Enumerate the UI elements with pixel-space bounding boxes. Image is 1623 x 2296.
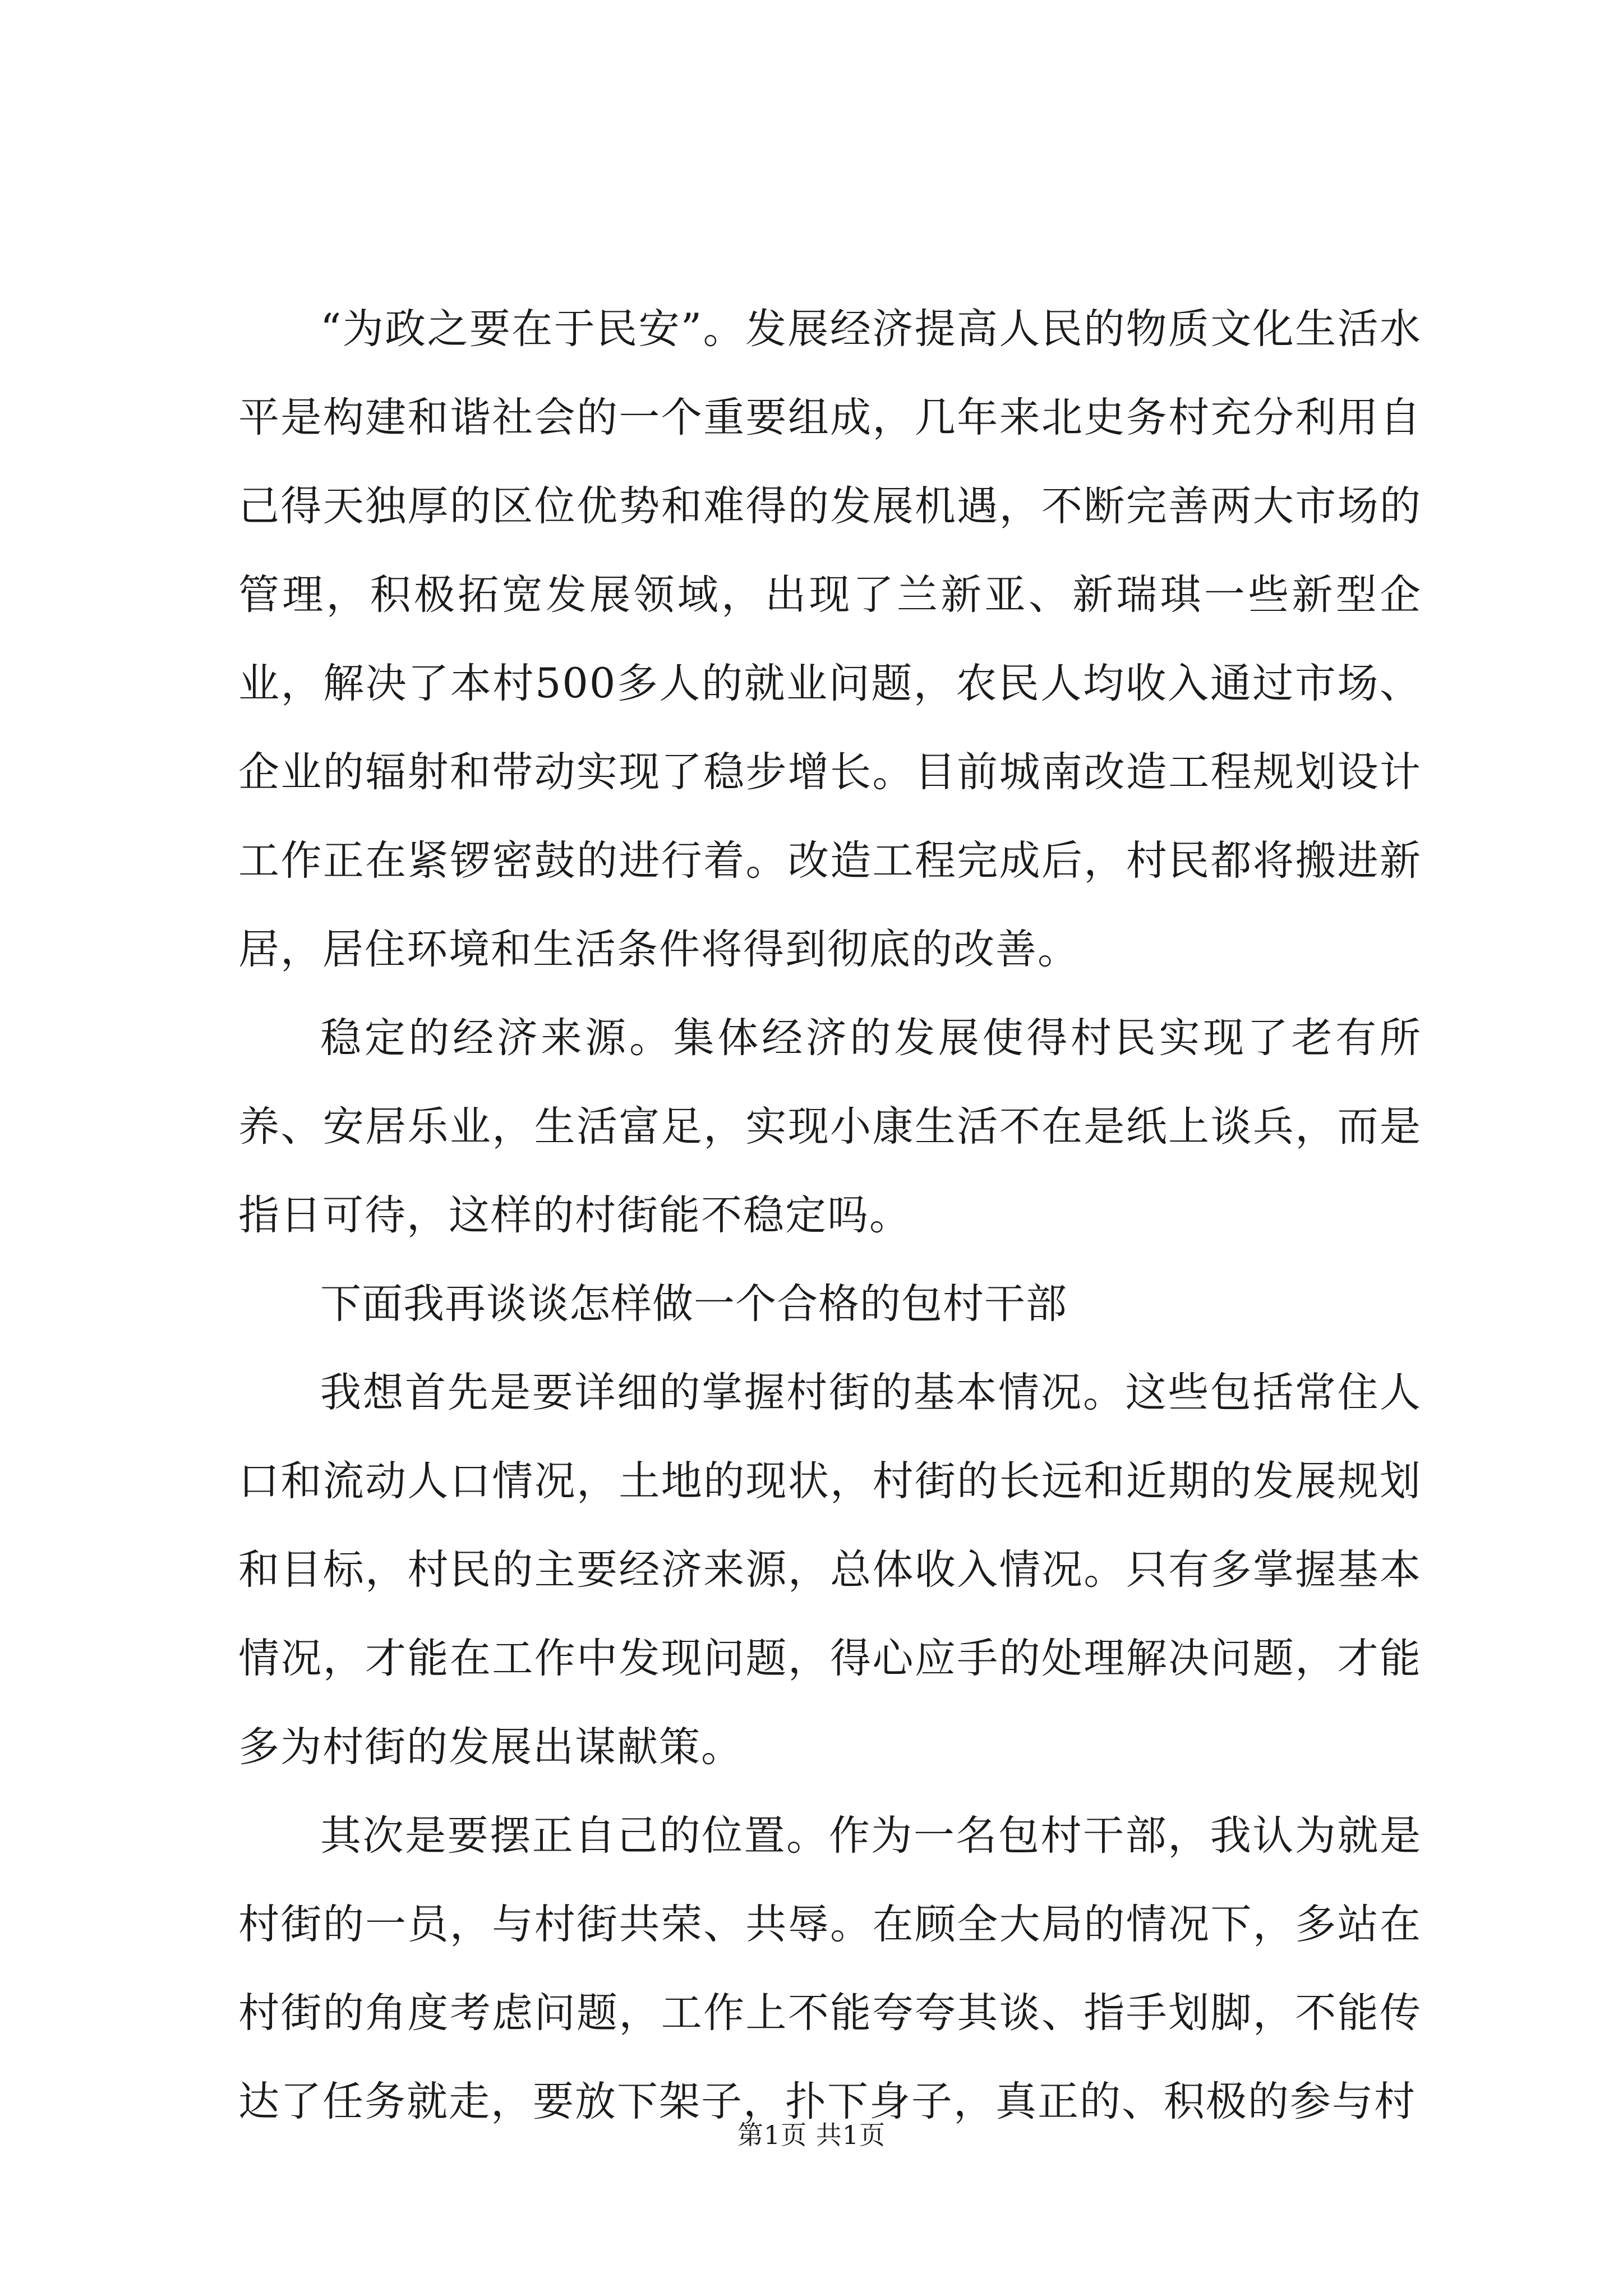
paragraph-2: 稳定的经济来源。集体经济的发展使得村民实现了老有所养、安居乐业，生活富足，实现小康生活不在是纸上谈兵，而是指日可待，这样的村街能不稳定吗。 [238,1014,1422,1239]
paragraph-4: 我想首先是要详细的掌握村街的基本情况。这些包括常住人口和流动人口情况，土地的现状，村街的长远和近期的发展规划和目标，村民的主要经济来源，总体收入情况。只有多掌握基本情况，才能在工作中发现问题，得心应手的处理解决问题，才能多为村街的发展出谋献策。 [238,1369,1422,1771]
page-footer: 第1页 共1页 [737,2120,886,2150]
paragraph-1: “为政之要在于民安”。发展经济提高人民的物质文化生活水平是构建和谐社会的一个重要组成，几年来北史务村充分利用自己得天独厚的区位优势和难得的发展机遇，不断完善两大市场的管理，积极拓宽发展领域，出现了兰新亚、新瑞琪一些新型企业，解决了本村500多人的就业问题，农民人均收入通过市场、企业的辐射和带动实现了稳步增长。目前城南改造工程规划设计工作正在紧锣密鼓的进行着。改造工程完成后，村民都将搬进新居，居住环境和生活条件将得到彻底的改善。 [238,305,1422,973]
paragraph-5: 其次是要摆正自己的位置。作为一名包村干部，我认为就是村街的一员，与村街共荣、共辱。在顾全大局的情况下，多站在村街的角度考虑问题，工作上不能夸夸其谈、指手划脚，不能传达了任务就走，要放下架子，扑下身子，真正的、积极的参与村 [238,1812,1422,2125]
document-body [238,285,1422,2146]
paragraph-3: 下面我再谈谈怎样做一个合格的包村干部 [320,1280,1067,1328]
